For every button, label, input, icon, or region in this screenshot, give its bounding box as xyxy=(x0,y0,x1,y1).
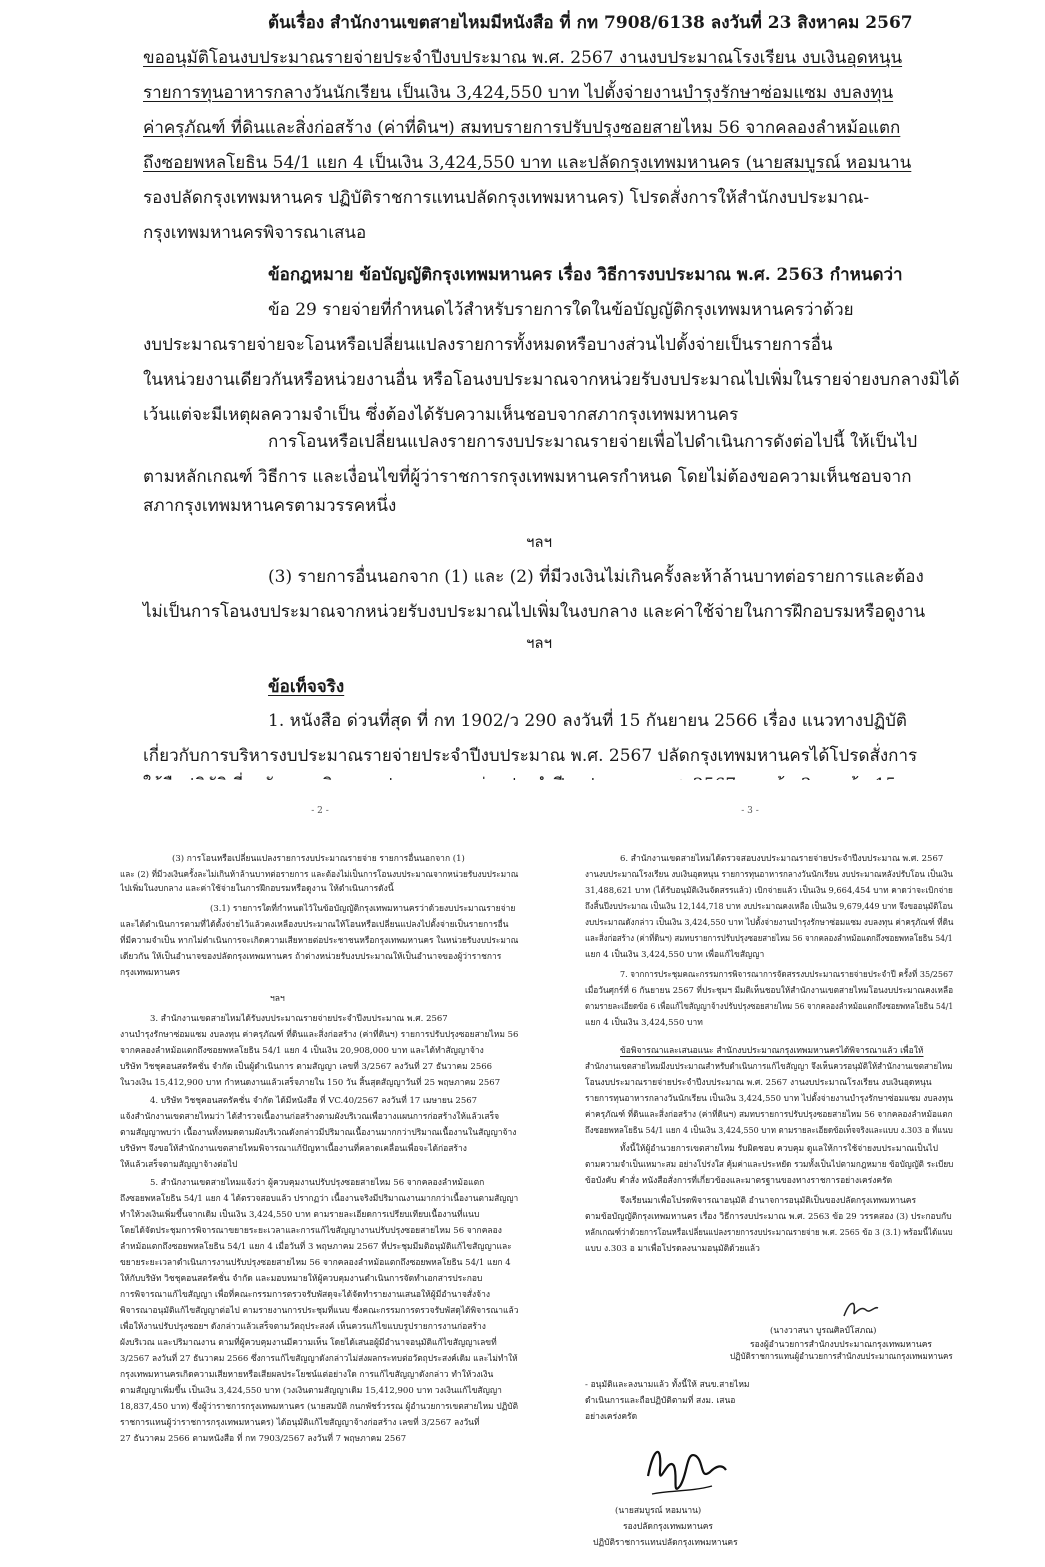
text-line: และสิ่งก่อสร้าง (ค่าที่ดินฯ) สมทบรายการปรับปรุงซอยสายไหม 56 จากคลองลำหม้อแตกถึงซอยพหลโยธิน 54/1 xyxy=(585,934,953,944)
text-line: ถึงสิ้นปีงบประมาณ เป็นเงิน 12,144,718 บาท งบประมาณคงเหลือ เป็นเงิน 9,679,449 บาท จึงขออนุมัติโอน xyxy=(585,902,953,912)
text-line: ปฏิบัติราชการแทนผู้อำนวยการสำนักงบประมาณกรุงเทพมหานคร xyxy=(730,1352,953,1362)
text-line: ค่าครุภัณฑ์ ที่ดินและสิ่งก่อสร้าง (ค่าที่ดินฯ) สมทบรายการปรับปรุงซอยสายไหม 56 จากคลองลำหม้อแตก xyxy=(143,118,901,138)
text-line: ข้อ 29 รายจ่ายที่กำหนดไว้สำหรับรายการใดในข้อบัญญัติกรุงเทพมหานครว่าด้วย xyxy=(268,300,854,320)
text-line: ผังบริเวณ และปริมาณงาน ตามที่ผู้ควบคุมงานมีความเห็น โดยได้เสนอผู้มีอำนาจอนุมัติแก้ไขสัญญาเลขที่ xyxy=(120,1338,497,1348)
text-line: ราชการแทนผู้ว่าราชการกรุงเทพมหานคร) ได้อนุมัติแก้ไขสัญญาจ้างก่อสร้าง เลขที่ 3/2567 ลงวันที่ xyxy=(120,1418,480,1428)
text-line: งานงบประมาณโรงเรียน งบเงินอุดหนุน รายการทุนอาหารกลางวันนักเรียน งบประมาณหลังปรับโอน เป็นเงิน xyxy=(585,870,953,880)
text-line: การพิจารณาแก้ไขสัญญา เพื่อที่คณะกรรมการตรวจรับพัสดุจะได้จัดทำรายงานเสนอให้ผู้มีอำนาจสั่งจ้าง xyxy=(120,1290,491,1300)
text-line: รองผู้อำนวยการสำนักงบประมาณกรุงเทพมหานคร xyxy=(750,1340,932,1350)
text-line: ให้แล้วเสร็จตามสัญญาจ้างต่อไป xyxy=(120,1160,238,1170)
text-line: ตามรายละเอียดข้อ 6 เพื่อแก้ไขสัญญาจ้างปรับปรุงซอยสายไหม 56 จากคลองลำหม้อแตกถึงซอยพหลโยธิน 54/1 xyxy=(585,1002,954,1012)
text-line: กรุงเทพมหานครพิจารณาเสนอ xyxy=(143,223,367,243)
text-line: ข้อกฎหมาย ข้อบัญญัติกรุงเทพมหานคร เรื่อง วิธีการงบประมาณ พ.ศ. 2563 กำหนดว่า xyxy=(268,265,903,285)
text-line: แบบ ง.303 อ มาเพื่อโปรดลงนามอนุมัติด้วยแล้ว xyxy=(585,1244,760,1254)
text-line: (3) รายการอื่นนอกจาก (1) และ (2) ที่มีวงเงินไม่เกินครั้งละห้าล้านบาทต่อรายการและต้อง xyxy=(268,567,924,587)
signature-approver-1 xyxy=(840,1296,880,1324)
text-line: ข้อพิจารณาและเสนอแนะ สำนักงบประมาณกรุงเทพมหานครได้พิจารณาแล้ว เพื่อให้ xyxy=(620,1046,924,1056)
text-line: สภากรุงเทพมหานครตามวรรคหนึ่ง xyxy=(143,496,397,516)
text-line: การโอนหรือเปลี่ยนแปลงรายการงบประมาณรายจ่ายเพื่อไปดำเนินการดังต่อไปนี้ ให้เป็นไป xyxy=(268,432,918,452)
text-line: 6. สำนักงานเขตสายไหมได้ตรวจสอบงบประมาณรายจ่ายประจำปีงบประมาณ พ.ศ. 2567 xyxy=(620,854,944,864)
text-line: หลักเกณฑ์ว่าด้วยการโอนหรือเปลี่ยนแปลงรายการงบประมาณรายจ่าย พ.ศ. 2565 ข้อ 3 (3.1) พร้อมนี้ได้แนบ xyxy=(585,1228,953,1238)
text-line: แจ้งสำนักงานเขตสายไหมว่า ได้สำรวจเนื้องานก่อสร้างตามผังบริเวณเพื่อวางแผนการก่อสร้างให้แล้วเสร็จ xyxy=(120,1112,500,1122)
text-line: รองปลัดกรุงเทพมหานคร ปฏิบัติราชการแทนปลัดกรุงเทพมหานคร) โปรดสั่งการให้สำนักงบประมาณ- xyxy=(143,188,870,208)
text-line: ถึงซอยพหลโยธิน 54/1 แยก 4 ได้ตรวจสอบแล้ว ปรากฏว่า เนื้องานจริงมีปริมาณงานมากกว่าเนื้องานตามสัญญา xyxy=(120,1194,519,1204)
text-line: ในหน่วยงานเดียวกันหรือหน่วยงานอื่น หรือโอนงบประมาณจากหน่วยรับงบประมาณไปเพิ่มในรายจ่ายงบกลางมิได้ xyxy=(143,370,960,390)
text-line: ถึงซอยพหลโยธิน 54/1 แยก 4 เป็นเงิน 3,424,550 บาท ตามรายละเอียดข้อเท็จจริงและแบบ ง.303 อ ที่แนบ xyxy=(585,1126,953,1136)
text-line: ตามข้อบัญญัติกรุงเทพมหานคร เรื่อง วิธีการงบประมาณ พ.ศ. 2563 ข้อ 29 วรรคสอง (3) ประกอบกับ xyxy=(585,1212,952,1222)
page-number: - 2 - xyxy=(311,806,329,816)
text-line: ลำหม้อแตกถึงซอยพหลโยธิน 54/1 แยก 4 เมื่อวันที่ 3 พฤษภาคม 2567 ที่ประชุมมีมติอนุมัติแก้ไขสัญญาและ xyxy=(120,1242,512,1252)
text-line: กรุงเทพมหานคร xyxy=(120,968,181,978)
text-line: เกี่ยวกับการบริหารงบประมาณรายจ่ายประจำปีงบประมาณ พ.ศ. 2567 ปลัดกรุงเทพมหานครได้โปรดสั่งการ xyxy=(143,746,918,766)
text-line: รองปลัดกรุงเทพมหานคร xyxy=(623,1522,713,1532)
text-line: 31,488,621 บาท (ได้รับอนุมัติเงินจัดสรรแล้ว) เบิกจ่ายแล้ว เป็นเงิน 9,664,454 บาท คาดว่าจะเบิกจ่าย xyxy=(585,886,953,896)
text-line: ข้อเท็จจริง xyxy=(268,677,345,697)
text-line: ทำให้วงเงินเพิ่มขึ้นจากเดิม เป็นเงิน 3,424,550 บาท ตามรายละเอียดการเปรียบเทียบเนื้องานที่แนบ xyxy=(120,1210,480,1220)
text-line: 4. บริษัท วิชชุคอนสตรัคชั่น จำกัด ได้มีหนังสือ ที่ VC.40/2567 ลงวันที่ 17 เมษายน 2567 xyxy=(150,1096,478,1106)
text-line: ฯลฯ xyxy=(526,634,553,652)
text-line: แยก 4 เป็นเงิน 3,424,550 บาท xyxy=(585,1018,703,1028)
text-line: บริษัทฯ จึงขอให้สำนักงานเขตสายไหมพิจารณาแก้ปัญหาเนื้องานที่คลาดเคลื่อนเพื่อจะได้ก่อสร้าง xyxy=(120,1144,467,1154)
text-line: เว้นแต่จะมีเหตุผลความจำเป็น ซึ่งต้องได้รับความเห็นชอบจากสภากรุงเทพมหานคร xyxy=(143,405,739,425)
text-line: รายการทุนอาหารกลางวันนักเรียน เป็นเงิน 3,424,550 บาท ไปตั้งจ่ายงานบำรุงรักษาซ่อมแซม งบลงทุน xyxy=(585,1094,954,1104)
text-line: 18,837,450 บาท) ซึ่งผู้ว่าราชการกรุงเทพมหานคร (นายสมบัติ กนกพัชร์วรรณ ผู้อำนวยการเขตสายไหม ปฏิบัติ xyxy=(120,1402,519,1412)
text-line: อย่างเคร่งครัด xyxy=(585,1412,638,1422)
text-line: ทั้งนี้ให้ผู้อำนวยการเขตสายไหม รับผิดชอบ ควบคุม ดูแลให้การใช้จ่ายงบประมาณเป็นไป xyxy=(620,1144,939,1154)
text-line: ดำเนินการและถือปฏิบัติตามที่ สงม. เสนอ xyxy=(585,1396,736,1406)
text-line: ที่มีความจำเป็น หากไม่ดำเนินการจะเกิดความเสียหายต่อประชาชนหรือกรุงเทพมหานคร ในหน่วยรับงบประมาณ xyxy=(120,936,519,946)
text-line: ต้นเรื่อง สำนักงานเขตสายไหมมีหนังสือ ที่ กท 7908/6138 ลงวันที่ 23 สิงหาคม 2567 xyxy=(268,13,913,33)
text-line: (นางวาสนา บูรณศิลป์โสภณ) xyxy=(770,1326,877,1336)
text-line: เดียวกัน ให้เป็นอำนาจของปลัดกรุงเทพมหานคร ถ้าต่างหน่วยรับงบประมาณให้เป็นอำนาจของผู้ว่าราชการ xyxy=(120,952,502,962)
text-line: เพื่อให้งานปรับปรุงซอยฯ ดังกล่าวแล้วเสร็จตามวัตถุประสงค์ เห็นควรแก้ไขแบบรูปรายการงานก่อสร้าง xyxy=(120,1322,486,1332)
text-line: ฯลฯ xyxy=(526,533,553,551)
text-line: ฯลฯ xyxy=(270,994,285,1004)
text-line: พิจารณาอนุมัติแก้ไขสัญญาต่อไป ตามรายงานการประชุมที่แนบ ซึ่งคณะกรรมการตรวจรับพัสดุได้พิจารณาแล้ว xyxy=(120,1306,519,1316)
text-line: ตามความจำเป็นเหมาะสม อย่างโปร่งใส คุ้มค่าและประหยัด รวมทั้งเป็นไปตามกฎหมาย ข้อบัญญัติ ระเบียบ xyxy=(585,1160,954,1170)
text-line: งบประมาณดังกล่าว เป็นเงิน 3,424,550 บาท ไปตั้งจ่ายงานบำรุงรักษาซ่อมแซม งบลงทุน ค่าครุภัณฑ์ ที่ดิน xyxy=(585,918,954,928)
text-line: ตามสัญญาเพิ่มขึ้น เป็นเงิน 3,424,550 บาท (วงเงินตามสัญญาเดิม 15,412,900 บาท วงเงินแก้ไขสัญญา xyxy=(120,1386,502,1396)
text-line: งานบำรุงรักษาซ่อมแซม งบลงทุน ค่าครุภัณฑ์ ที่ดินและสิ่งก่อสร้าง (ค่าที่ดินฯ) รายการปรับปรุงซอยสายไหม 56 xyxy=(120,1030,519,1040)
text-line: งบประมาณรายจ่ายจะโอนหรือเปลี่ยนแปลงรายการทั้งหมดหรือบางส่วนไปตั้งจ่ายเป็นรายการอื่น xyxy=(143,335,833,355)
text-line: (นายสมบูรณ์ หอมนาน) xyxy=(615,1506,702,1516)
text-line: บริษัท วิชชุคอนสตรัคชั่น จำกัด เป็นผู้ดำเนินการ ตามสัญญา เลขที่ 3/2567 ลงวันที่ 27 ธันวาคม 2566 xyxy=(120,1062,493,1072)
text-line: ไปเพิ่มในงบกลาง และค่าใช้จ่ายในการฝึกอบรมหรือดูงาน ให้ดำเนินการดังนี้ xyxy=(120,884,394,894)
text-line: แยก 4 เป็นเงิน 3,424,550 บาท เพื่อแก้ไขสัญญา xyxy=(585,950,765,960)
text-line: และได้ดำเนินการตามที่ได้ตั้งจ่ายไว้แล้วคงเหลืองบประมาณให้โอนหรือเปลี่ยนแปลงไปตั้งจ่ายเป็นรายการอื่น xyxy=(120,920,509,930)
text-line: กรุงเทพมหานครเกิดความเสียหายหรือเสียผลประโยชน์แต่อย่างใด การแก้ไขสัญญาดังกล่าว ทำให้วงเงิน xyxy=(120,1370,494,1380)
text-line: สำนักงานเขตสายไหมมีงบประมาณสำหรับดำเนินการแก้ไขสัญญา จึงเห็นควรอนุมัติให้สำนักงานเขตสายไหม xyxy=(585,1062,953,1072)
memo-page-2 xyxy=(120,806,520,1561)
text-line: 3. สำนักงานเขตสายไหมได้รับงบประมาณรายจ่ายประจำปีงบประมาณ พ.ศ. 2567 xyxy=(150,1014,448,1024)
text-line: 1. หนังสือ ด่วนที่สุด ที่ กท 1902/ว 290 ลงวันที่ 15 กันยายน 2566 เรื่อง แนวทางปฏิบัติ xyxy=(268,711,907,731)
text-line: ให้กับบริษัท วิชชุคอนสตรัคชั่น จำกัด และมอบหมายให้ผู้ควบคุมงานดำเนินการจัดทำเอกสารประกอบ xyxy=(120,1274,483,1284)
text-line: - อนุมัติและลงนามแล้ว ทั้งนี้ให้ สนข.สายไหม xyxy=(585,1380,750,1390)
text-line: ค่าครุภัณฑ์ ที่ดินและสิ่งก่อสร้าง (ค่าที่ดินฯ) สมทบรายการปรับปรุงซอยสายไหม 56 จากคลองลำหม้อแตก xyxy=(585,1110,953,1120)
text-line: โอนงบประมาณรายจ่ายประจำปีงบประมาณ พ.ศ. 2567 งานงบประมาณโรงเรียน งบเงินอุดหนุน xyxy=(585,1078,932,1088)
text-line: ข้อบังคับ คำสั่ง หนังสือสั่งการที่เกี่ยวข้องและมาตรฐานของทางราชการอย่างเคร่งครัด xyxy=(585,1176,893,1186)
text-line: จากคลองลำหม้อแตกถึงซอยพหลโยธิน 54/1 แยก 4 เป็นเงิน 20,908,000 บาท และได้ทำสัญญาจ้าง xyxy=(120,1046,484,1056)
text-line: รายการทุนอาหารกลางวันนักเรียน เป็นเงิน 3,424,550 บาท ไปตั้งจ่ายงานบำรุงรักษาซ่อมแซม งบลงทุน xyxy=(143,83,894,103)
text-line: และ (2) ที่มีวงเงินครั้งละไม่เกินห้าล้านบาทต่อรายการ และต้องไม่เป็นการโอนงบประมาณจากหน่วยรับงบประมาณ xyxy=(120,870,519,880)
signature-approver-2 xyxy=(640,1436,730,1506)
text-line: 3/2567 ลงวันที่ 27 ธันวาคม 2566 ซึ่งการแก้ไขสัญญาดังกล่าวไม่ส่งผลกระทบต่อวัตถุประสงค์เดิม และไม่ทำให้ xyxy=(120,1354,518,1364)
text-line: ถึงซอยพหลโยธิน 54/1 แยก 4 เป็นเงิน 3,424,550 บาท และปลัดกรุงเทพมหานคร (นายสมบูรณ์ หอมนาน xyxy=(143,153,912,173)
page-number: - 3 - xyxy=(741,806,759,816)
text-line: จึงเรียนมาเพื่อโปรดพิจารณาอนุมัติ อำนาจการอนุมัติเป็นของปลัดกรุงเทพมหานคร xyxy=(620,1196,917,1206)
page-cut xyxy=(0,780,1045,794)
text-line: 5. สำนักงานเขตสายไหมแจ้งว่า ผู้ควบคุมงานปรับปรุงซอยสายไหม 56 จากคลองลำหม้อแตก xyxy=(150,1178,485,1188)
text-line: ขออนุมัติโอนงบประมาณรายจ่ายประจำปีงบประมาณ พ.ศ. 2567 งานงบประมาณโรงเรียน งบเงินอุดหนุน xyxy=(143,48,903,68)
text-line: ตามหลักเกณฑ์ วิธีการ และเงื่อนไขที่ผู้ว่าราชการกรุงเทพมหานครกำหนด โดยไม่ต้องขอความเห็นชอบจาก xyxy=(143,467,912,487)
text-line: 7. จากการประชุมคณะกรรมการพิจารณาการจัดสรรงบประมาณรายจ่ายประจำปี ครั้งที่ 35/2567 xyxy=(620,970,954,980)
text-line: ขยายระยะเวลาดำเนินการงานปรับปรุงซอยสายไหม 56 จากคลองลำหม้อแตกถึงซอยพหลโยธิน 54/1 แยก 4 xyxy=(120,1258,511,1268)
text-line: (3.1) รายการใดที่กำหนดไว้ในข้อบัญญัติกรุงเทพมหานครว่าด้วยงบประมาณรายจ่าย xyxy=(210,904,516,914)
text-line: เมื่อวันศุกร์ที่ 6 กันยายน 2567 ที่ประชุมฯ มีมติเห็นชอบให้สำนักงานเขตสายไหมโอนงบประมาณคงเหลือ xyxy=(585,986,954,996)
text-line: 27 ธันวาคม 2566 ตามหนังสือ ที่ กท 7903/2567 ลงวันที่ 7 พฤษภาคม 2567 xyxy=(120,1434,407,1444)
text-line: ปฏิบัติราชการแทนปลัดกรุงเทพมหานคร xyxy=(593,1538,738,1548)
text-line: ไม่เป็นการโอนงบประมาณจากหน่วยรับงบประมาณไปเพิ่มในงบกลาง และค่าใช้จ่ายในการฝึกอบรมหรือดูงาน xyxy=(143,602,926,622)
text-line: ในวงเงิน 15,412,900 บาท กำหนดงานแล้วเสร็จภายใน 150 วัน สิ้นสุดสัญญาวันที่ 25 พฤษภาคม 2567 xyxy=(120,1078,501,1088)
memo-page-3 xyxy=(545,806,955,1561)
text-line: โดยได้จัดประชุมการพิจารณาขยายระยะเวลาและการแก้ไขสัญญางานปรับปรุงซอยสายไหม 56 จากคลอง xyxy=(120,1226,502,1236)
text-line: ตามสัญญาพบว่า เนื้องานทั้งหมดตามผังบริเวณดังกล่าวมีปริมาณเนื้องานมากกว่าปริมาณเนื้องานในสัญญาจ้าง xyxy=(120,1128,517,1138)
text-line: (3) การโอนหรือเปลี่ยนแปลงรายการงบประมาณรายจ่าย รายการอื่นนอกจาก (1) xyxy=(172,854,465,864)
